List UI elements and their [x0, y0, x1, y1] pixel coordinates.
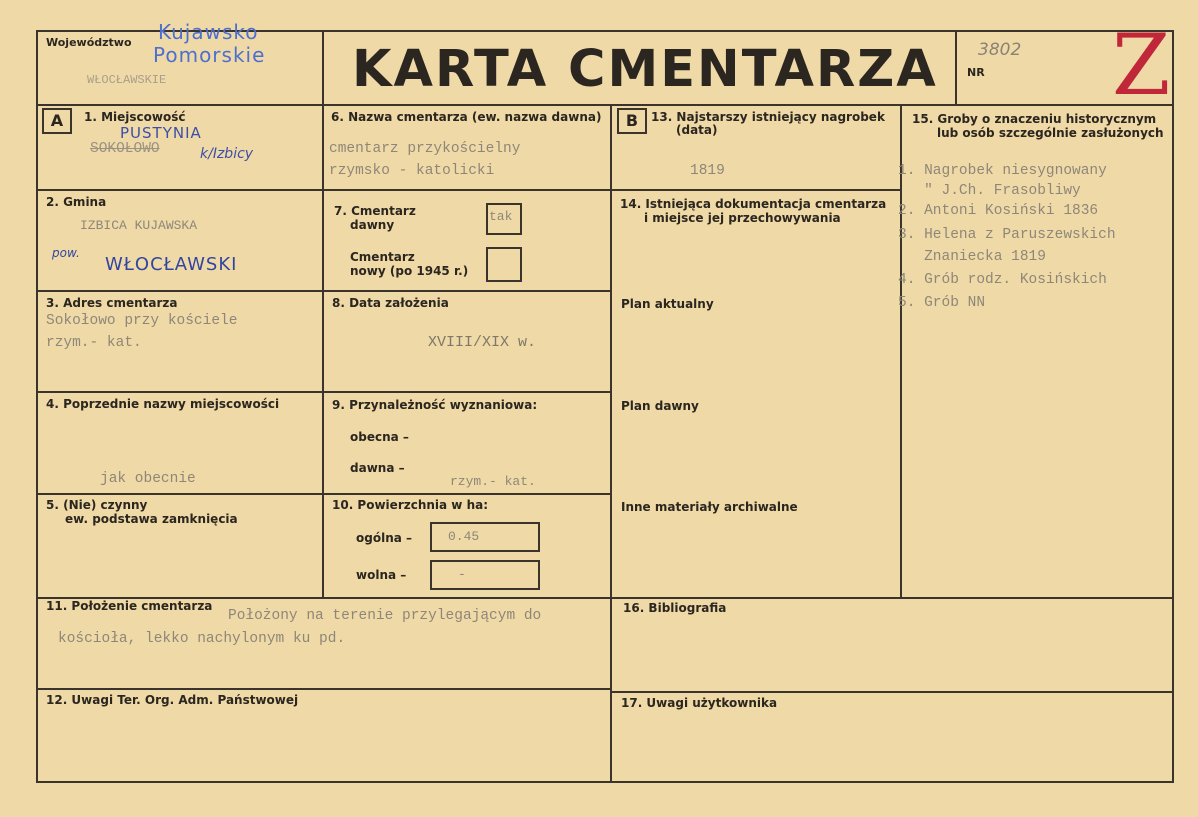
- field-3-line2: rzym.- kat.: [46, 335, 142, 351]
- row-line-c1: [610, 189, 902, 191]
- field-14-label-1: 14. Istniejąca dokumentacja cmentarza: [620, 197, 887, 211]
- field-2-pow: pow.: [52, 246, 80, 260]
- field-12-label: 12. Uwagi Ter. Org. Adm. Państwowej: [46, 693, 299, 707]
- plan-dawny-label: Plan dawny: [621, 399, 699, 413]
- section-b-badge: B: [617, 108, 647, 134]
- header-bottom-line: [36, 104, 1174, 106]
- field-2-label: 2. Gmina: [46, 195, 107, 209]
- field-15-item-5: 5. Grób NN: [898, 295, 986, 311]
- field-1-handwritten-2: k/Izbicy: [200, 146, 254, 162]
- col-divider-2: [610, 104, 612, 783]
- field-9-dawna: dawna –: [350, 461, 405, 475]
- field-2-handwritten: WŁOCŁAWSKI: [105, 254, 238, 275]
- row-line-left-2: [36, 688, 612, 690]
- field-10-wolna-value: -: [458, 567, 466, 582]
- field-7-new-label-2: nowy (po 1945 r.): [350, 264, 469, 278]
- field-2-typed: IZBICA KUJAWSKA: [80, 218, 198, 233]
- frame-left-line: [36, 30, 38, 782]
- field-7-label-1: 7. Cmentarz: [334, 204, 416, 218]
- field-14-label-2: i miejsce jej przechowywania: [644, 211, 841, 225]
- field-17-label: 17. Uwagi użytkownika: [621, 696, 778, 710]
- wojewodztwo-label: Województwo: [46, 36, 132, 49]
- field-1-typed-struck: SOKOŁOWO: [90, 141, 160, 157]
- row-line-b4: [322, 493, 612, 495]
- field-10-wolna: wolna –: [356, 568, 407, 582]
- field-15-item-1b: " J.Ch. Frasobliwy: [898, 183, 1081, 199]
- field-15-item-3: 3. Helena z Paruszewskich: [898, 227, 1116, 243]
- field-16-label: 16. Bibliografia: [623, 601, 727, 615]
- row-line-a1: [36, 189, 324, 191]
- field-5-label-2: ew. podstawa zamknięcia: [65, 512, 238, 526]
- header-divider-2: [955, 30, 957, 106]
- field-10-wolna-box: [430, 560, 540, 590]
- field-10-label: 10. Powierzchnia w ha:: [332, 498, 489, 512]
- field-7-label-2: dawny: [350, 218, 395, 232]
- field-7-new-checkbox: [486, 247, 522, 282]
- field-13-value: 1819: [690, 163, 725, 179]
- field-8-value: XVIII/XIX w.: [428, 334, 537, 351]
- field-5-label-1: 5. (Nie) czynny: [46, 498, 148, 512]
- field-9-label: 9. Przynależność wyznaniowa:: [332, 398, 538, 412]
- row-line-a4: [36, 493, 324, 495]
- field-15-item-2: 2. Antoni Kosiński 1836: [898, 203, 1099, 219]
- wojewodztwo-typed: WŁOCŁAWSKIE: [87, 73, 167, 87]
- header-divider-1: [322, 30, 324, 106]
- red-z-mark: Z: [1112, 16, 1171, 114]
- field-3-line1: Sokołowo przy kościele: [46, 313, 238, 329]
- field-6-line1: cmentarz przykościelny: [329, 141, 521, 157]
- col-divider-1: [322, 104, 324, 598]
- field-4-value: jak obecnie: [100, 471, 196, 487]
- field-4-label: 4. Poprzednie nazwy miejscowości: [46, 397, 280, 411]
- row-line-a3: [36, 391, 324, 393]
- stamp-pomorskie: Pomorskie: [153, 43, 266, 67]
- field-15-label-1: 15. Groby o znaczeniu historycznym: [912, 112, 1157, 126]
- field-11-line1: Położony na terenie przylegającym do: [228, 608, 542, 624]
- row-line-b1: [322, 189, 612, 191]
- plan-aktualny-label: Plan aktualny: [621, 297, 714, 311]
- field-15-item-3b: Znaniecka 1819: [898, 249, 1046, 265]
- field-6-line2: rzymsko - katolicki: [329, 163, 495, 179]
- field-10-ogolna: ogólna –: [356, 531, 413, 545]
- row-line-a2: [36, 290, 324, 292]
- row-line-b3: [322, 391, 612, 393]
- field-6-label: 6. Nazwa cmentarza (ew. nazwa dawna): [331, 110, 602, 124]
- field-10-ogolna-value: 0.45: [448, 529, 480, 544]
- field-15-item-1: 1. Nagrobek niesygnowany: [898, 163, 1107, 179]
- field-11-label: 11. Położenie cmentarza: [46, 599, 213, 613]
- field-13-label-1: 13. Najstarszy istniejący nagrobek: [651, 110, 885, 124]
- nr-label: NR: [967, 66, 985, 79]
- frame-bottom-line: [36, 781, 1174, 783]
- field-13-label-2: (data): [676, 123, 718, 137]
- field-8-label: 8. Data założenia: [332, 296, 449, 310]
- field-15-item-4: 4. Grób rodz. Kosińskich: [898, 272, 1107, 288]
- stamp-kujawsko: Kujawsko: [158, 20, 259, 44]
- field-3-label: 3. Adres cmentarza: [46, 296, 178, 310]
- field-10-ogolna-box: [430, 522, 540, 552]
- field-7-old-value: tak: [489, 209, 513, 224]
- field-11-line2: kościoła, lekko nachylonym ku pd.: [58, 631, 346, 647]
- frame-right-line: [1172, 30, 1174, 782]
- field-9-obecna: obecna –: [350, 430, 409, 444]
- section-a-badge: A: [42, 108, 72, 134]
- inne-materialy-label: Inne materiały archiwalne: [621, 500, 798, 514]
- field-1-handwritten: PUSTYNIA: [120, 124, 202, 142]
- nr-value: 3802: [978, 40, 1022, 60]
- field-1-label: 1. Miejscowość: [84, 110, 186, 124]
- row-line-b2: [322, 290, 612, 292]
- field-15-label-2: lub osób szczególnie zasłużonych: [937, 126, 1164, 140]
- field-9-dawna-value: rzym.- kat.: [450, 474, 536, 489]
- page-title: KARTA CMENTARZA: [352, 40, 938, 99]
- field-7-new-label-1: Cmentarz: [350, 250, 415, 264]
- row-line-right-2: [610, 691, 1174, 693]
